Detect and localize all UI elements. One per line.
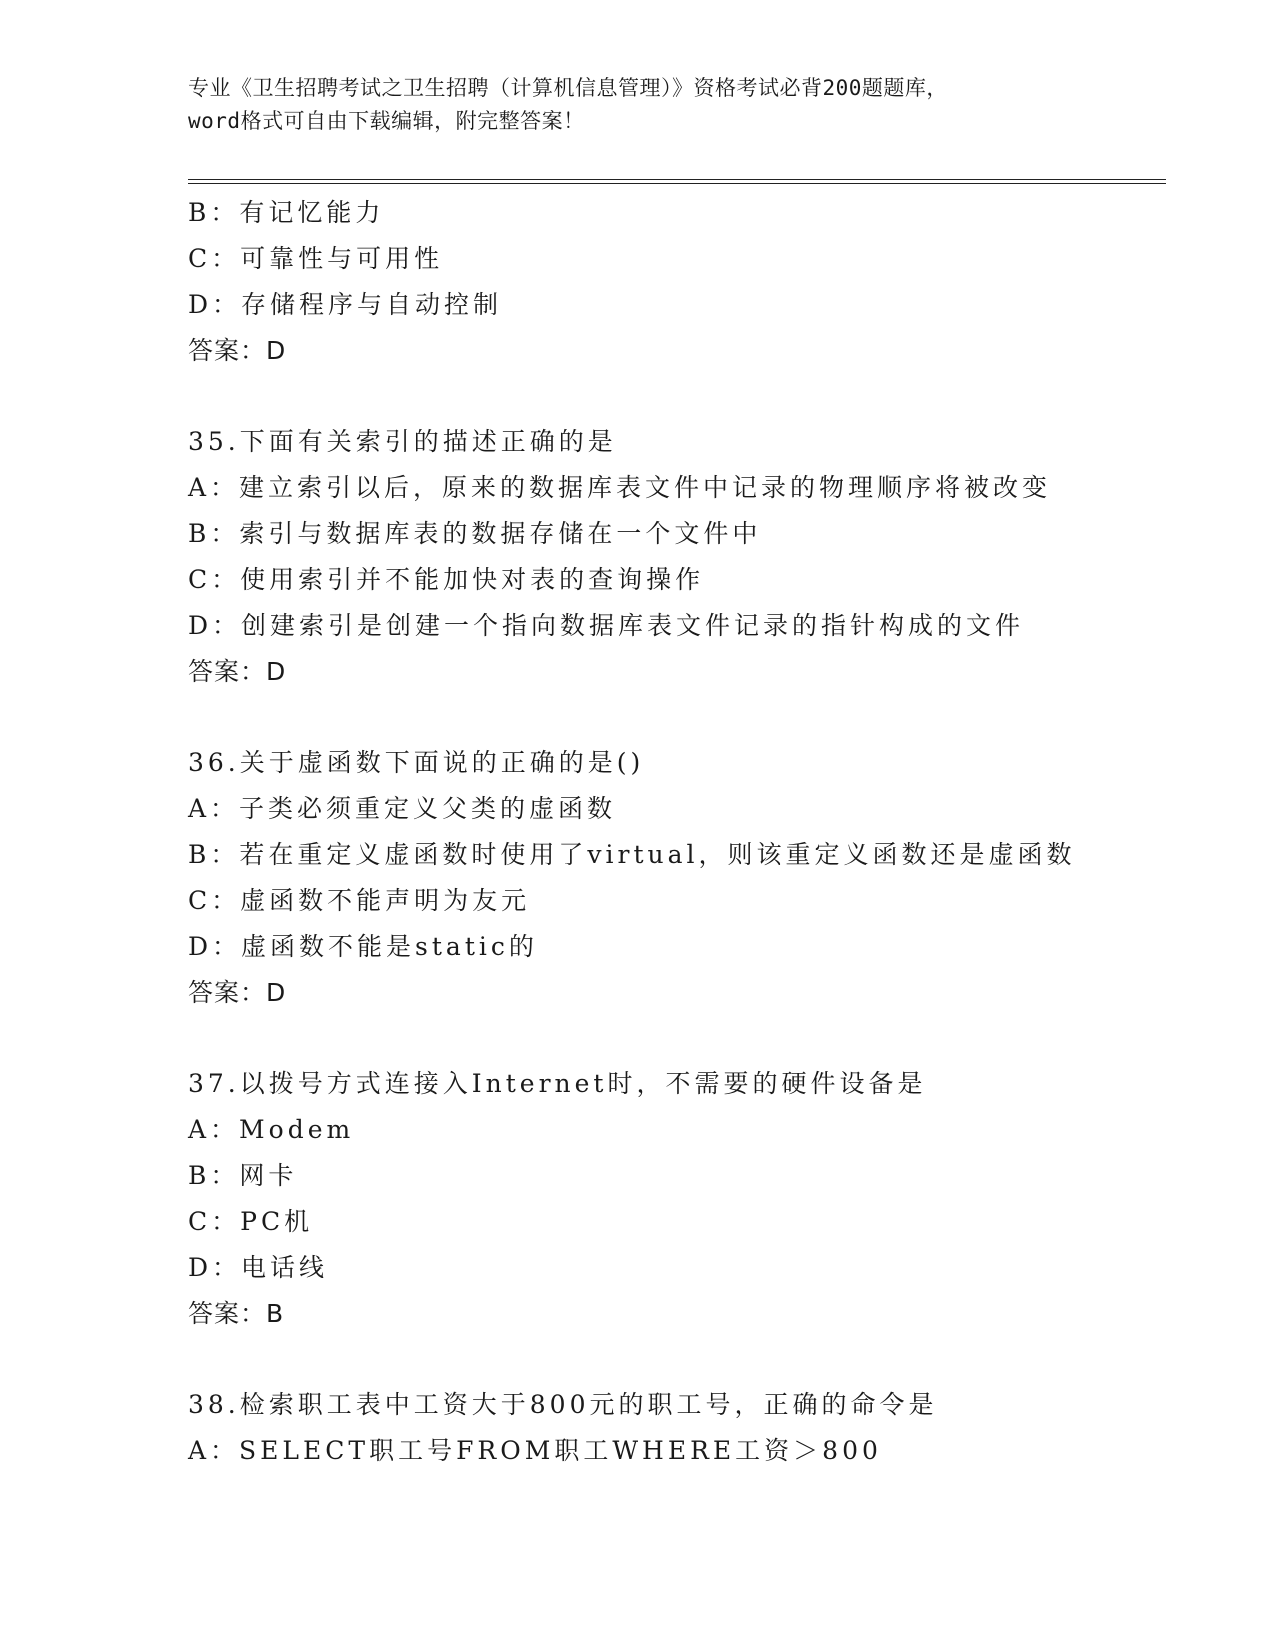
question-34-continued bbox=[188, 190, 1188, 374]
header-title-line-1: 专业《卫生招聘考试之卫生招聘（计算机信息管理）》资格考试必背200题题库， bbox=[188, 76, 948, 100]
option-b: B：若在重定义虚函数时使用了virtual，则该重定义函数还是虚函数 bbox=[188, 840, 1076, 869]
question-stem: 35.下面有关索引的描述正确的是 bbox=[188, 427, 617, 456]
document-header bbox=[188, 72, 1088, 138]
question-35 bbox=[188, 419, 1188, 695]
question-37 bbox=[188, 1061, 1188, 1337]
option-d: D：虚函数不能是static的 bbox=[188, 932, 538, 961]
question-stem: 36.关于虚函数下面说的正确的是() bbox=[188, 748, 645, 777]
option-a: A：子类必须重定义父类的虚函数 bbox=[188, 794, 617, 823]
option-d: D：创建索引是创建一个指向数据库表文件记录的指针构成的文件 bbox=[188, 611, 1025, 640]
option-b: B：有记忆能力 bbox=[188, 198, 385, 227]
option-a: A：SELECT职工号FROM职工WHERE工资＞800 bbox=[188, 1436, 882, 1465]
answer-line: 答案：D bbox=[188, 336, 287, 365]
header-divider bbox=[188, 179, 1166, 184]
option-d: D：电话线 bbox=[188, 1253, 329, 1282]
question-stem: 37.以拨号方式连接入Internet时，不需要的硬件设备是 bbox=[188, 1069, 927, 1098]
answer-line: 答案：D bbox=[188, 978, 287, 1007]
option-c: C：PC机 bbox=[188, 1207, 314, 1236]
option-b: B：索引与数据库表的数据存储在一个文件中 bbox=[188, 519, 762, 548]
question-38 bbox=[188, 1382, 1188, 1474]
question-list bbox=[188, 190, 1188, 1474]
option-b: B：网卡 bbox=[188, 1161, 298, 1190]
option-c: C：使用索引并不能加快对表的查询操作 bbox=[188, 565, 705, 594]
spacer bbox=[188, 1016, 1188, 1061]
option-c: C：可靠性与可用性 bbox=[188, 244, 444, 273]
option-a: A：Modem bbox=[188, 1115, 355, 1144]
option-a: A：建立索引以后，原来的数据库表文件中记录的物理顺序将被改变 bbox=[188, 473, 1052, 502]
question-36 bbox=[188, 740, 1188, 1016]
option-d: D：存储程序与自动控制 bbox=[188, 290, 503, 319]
answer-line: 答案：B bbox=[188, 1299, 285, 1328]
answer-line: 答案：D bbox=[188, 657, 287, 686]
option-c: C：虚函数不能声明为友元 bbox=[188, 886, 531, 915]
spacer bbox=[188, 695, 1188, 740]
spacer bbox=[188, 1337, 1188, 1382]
question-stem: 38.检索职工表中工资大于800元的职工号，正确的命令是 bbox=[188, 1390, 938, 1419]
spacer bbox=[188, 374, 1188, 419]
header-title-line-2: word格式可自由下载编辑，附完整答案！ bbox=[188, 109, 585, 133]
